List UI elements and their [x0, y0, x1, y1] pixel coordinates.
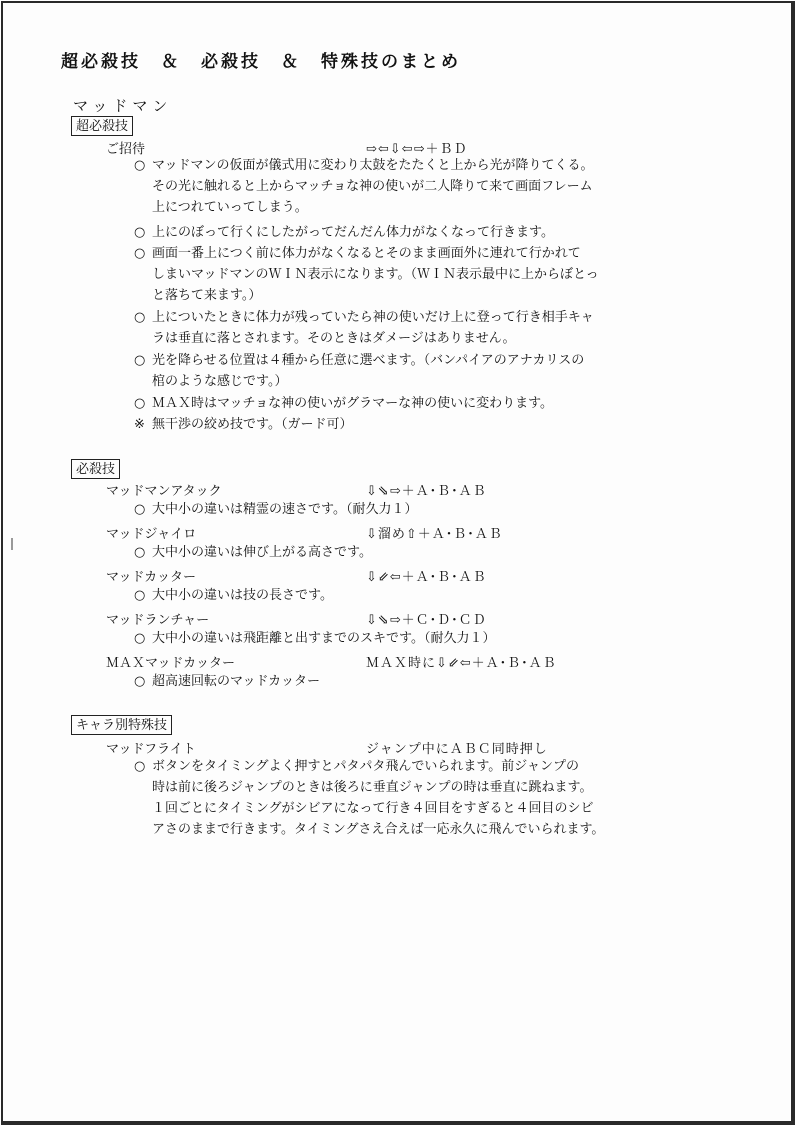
bullet: ○ — [134, 396, 146, 411]
special-move-command: ⇩⇘⇨＋Ａ･Ｂ･ＡＢ — [366, 484, 487, 499]
super-note-3: ○ 画面一番上につく前に体力がなくなるとそのまま画面外に連れて行かれて しまいマッドマンのＷＩＮ表示になります。（ＷＩＮ表示最中に上からぼとっ と落ちて来ます。） — [134, 243, 599, 306]
bullet: ○ — [134, 588, 146, 603]
special-move-note: ○ 超高速回転のマッドカッター — [134, 671, 320, 692]
special-move-command: ⇩⇘⇨＋Ｃ･Ｄ･ＣＤ — [366, 613, 487, 628]
super-move-command: ⇨⇦⇩⇦⇨＋ＢＤ — [366, 142, 468, 157]
bullet: ○ — [134, 310, 146, 325]
special-move-command: ⇩⇙⇦＋Ａ･Ｂ･ＡＢ — [366, 570, 487, 585]
bullet: ○ — [134, 502, 146, 517]
unique-move-command: ジャンプ中にＡＢＣ同時押し — [366, 742, 548, 757]
bullet: ○ — [134, 759, 146, 774]
unique-move-note: ○ ボタンをタイミングよく押すとパタパタ飛んでいられます。前ジャンプの 時は前に後ろジャンプのときは後ろに垂直ジャンプの時は垂直に跳ねます。 １回ごとにタイミングがシビアになって行き４回目をすぎると４回目のシビ アさのままで行きます。タイミングさえ合えば一応永久に飛んでいられます。 — [134, 756, 604, 840]
character-name: マッドマン — [73, 97, 173, 115]
bullet: ○ — [134, 545, 146, 560]
page-title: 超必殺技 ＆ 必殺技 ＆ 特殊技のまとめ — [61, 52, 461, 72]
ref-mark: ※ — [134, 417, 145, 432]
super-move-name: ご招待 — [106, 142, 146, 157]
special-move-name: マッドランチャー — [106, 613, 210, 628]
super-note-4: ○ 上についたときに体力が残っていたら神の使いだけ上に登って行き相手キャ ラは垂直に落とされます。そのときはダメージはありません。 — [134, 307, 594, 349]
bullet: ○ — [134, 631, 146, 646]
special-move-note: ○ 大中小の違いは技の長さです。 — [134, 585, 333, 606]
bullet: ○ — [134, 225, 146, 240]
document-page — [1, 1, 795, 1125]
super-note-1: ○ マッドマンの仮面が儀式用に変わり太鼓をたたくと上から光が降りてくる。 その光に触れると上からマッチョな神の使いが二人降りて来て画面フレーム 上につれていってしまう。 — [134, 155, 593, 218]
bullet: ○ — [134, 353, 146, 368]
super-note-2: ○ 上にのぼって行くにしたがってだんだん体力がなくなって行きます。 — [134, 222, 554, 243]
super-move-header: 超必殺技 — [71, 116, 133, 136]
special-move-command: ＭＡＸ時に⇩⇙⇦＋Ａ･Ｂ･ＡＢ — [366, 656, 557, 671]
special-move-command: ⇩溜め⇧＋Ａ･Ｂ･ＡＢ — [366, 527, 503, 542]
special-move-name: ＭＡＸマッドカッター — [106, 656, 235, 671]
special-move-name: マッドジャイロ — [106, 527, 197, 542]
special-move-name: マッドカッター — [106, 570, 196, 585]
unique-move-header: キャラ別特殊技 — [71, 715, 172, 735]
special-move-note: ○ 大中小の違いは精霊の速さです。（耐久力１） — [134, 499, 417, 520]
unique-move-name: マッドフライト — [106, 742, 196, 757]
scan-artifact — [11, 538, 13, 550]
super-note-6: ○ ＭＡＸ時はマッチョな神の使いがグラマーな神の使いに変わります。 — [134, 393, 553, 414]
special-move-note: ○ 大中小の違いは伸び上がる高さです。 — [134, 542, 372, 563]
super-ref-note: ※ 無干渉の絞め技です。（ガード可） — [134, 414, 352, 435]
super-note-5: ○ 光を降らせる位置は４種から任意に選べます。（バンパイアのアナカリスの 棺のような感じです。） — [134, 350, 584, 392]
special-move-header: 必殺技 — [71, 459, 120, 479]
bullet: ○ — [134, 158, 146, 173]
special-move-note: ○ 大中小の違いは飛距離と出すまでのスキです。（耐久力１） — [134, 628, 495, 649]
bullet: ○ — [134, 246, 146, 261]
special-move-name: マッドマンアタック — [106, 484, 222, 499]
bullet: ○ — [134, 674, 146, 689]
